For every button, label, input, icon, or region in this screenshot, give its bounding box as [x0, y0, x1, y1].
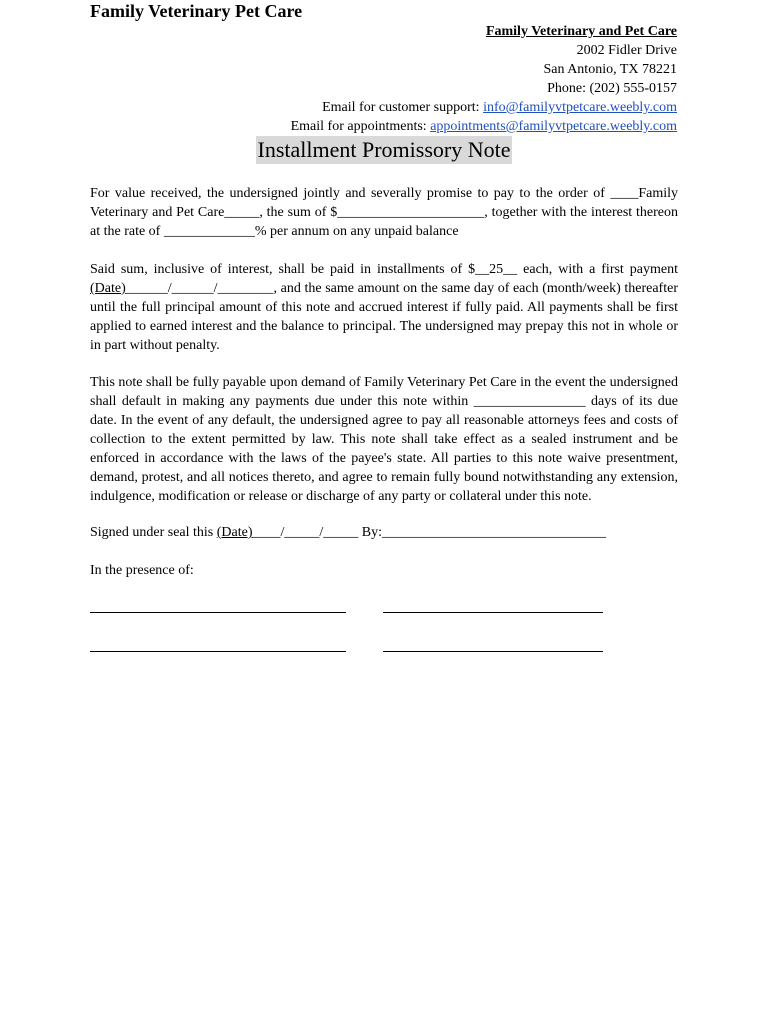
paragraph-principal-text: For value received, the undersigned jointly and severally promise to pay to the order of ____Family Veterinary and Pet Care_____, the sum of $_____________________, together with the interest thereon at the rate of _____________% per annum on any unpaid balance: [90, 186, 678, 239]
witness-signature-line-4: [383, 651, 603, 652]
signed-suffix: ____/_____/_____ By:________________________________: [252, 525, 607, 540]
presence-label: In the presence of:: [90, 563, 194, 578]
witness-signature-line-1: [90, 612, 346, 613]
phone-number: Phone: (202) 555-0157: [547, 81, 677, 96]
paragraph-default: [90, 373, 678, 506]
support-email-line: [177, 98, 677, 117]
appointments-email-line: [177, 117, 677, 136]
city-state-zip: San Antonio, TX 78221: [543, 62, 677, 77]
support-email-label: Email for customer support:: [322, 100, 484, 115]
signature-line: [90, 523, 606, 542]
witness-signature-line-3: [90, 651, 346, 652]
signed-prefix: Signed under seal this: [90, 525, 217, 540]
witness-signature-line-2: [383, 612, 603, 613]
paragraph-installments: [90, 260, 678, 355]
paragraph-principal: [90, 184, 678, 241]
appointments-email-label: Email for appointments:: [290, 119, 431, 134]
appointments-email-link[interactable]: appointments@familyvtpetcare.weebly.com: [430, 119, 677, 134]
document-header-title: Family Veterinary Pet Care: [90, 1, 303, 21]
signed-date-label: (Date): [216, 525, 253, 540]
address-block: [177, 22, 677, 136]
org-name: Family Veterinary and Pet Care: [485, 24, 677, 39]
paragraph-default-text: This note shall be fully payable upon demand of Family Veterinary Pet Care in the event the undersigned shall default in making any payments due under this note within ________________ days of its due date. In the event of any default, the undersigned agree to pay all reasonable attorneys fees and costs of collection to the extent permitted by law. This note shall take effect as a sealed instrument and be enforced in accordance with the laws of the payee's state. All parties to this note waive presentment, demand, protest, and all notices thereto, and agree to remain fully bound notwithstanding any extension, indulgence, modification or release or discharge of any party or collateral under this note.: [90, 375, 678, 504]
installments-text-start: Said sum, inclusive of interest, shall be paid in installments of $__25__ each, with a first payment: [90, 262, 678, 277]
support-email-link[interactable]: info@familyvtpetcare.weebly.com: [483, 100, 677, 115]
paragraph-installments-text: [90, 260, 678, 355]
document-title: Installment Promissory Note: [257, 137, 511, 162]
first-payment-date-label: (Date): [90, 281, 126, 296]
street-address: 2002 Fidler Drive: [576, 43, 677, 58]
title-wrapper: [0, 136, 768, 164]
installments-text-end: ______/______/________, and the same amount on the same day of each (month/week) thereafter until the full principal amount of this note and accrued interest if fully paid. All payments shall be first applied to earned interest and the balance to principal. The undersigned may prepay this not in whole or in part without penalty.: [90, 281, 678, 353]
